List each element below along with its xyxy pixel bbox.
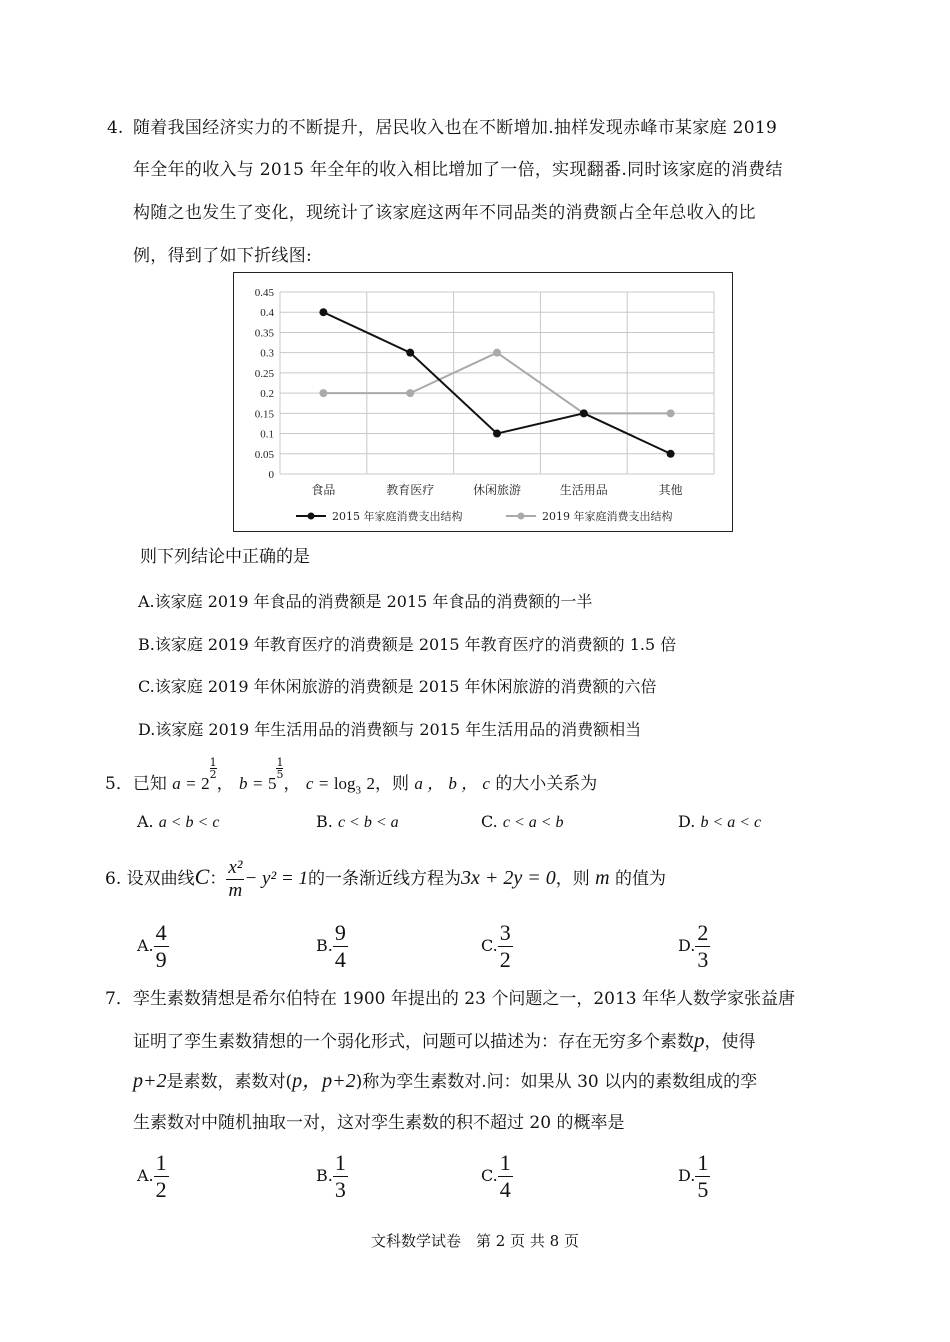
q6-var-m: m: [595, 867, 610, 889]
q4-option-b: B.该家庭 2019 年教育医疗的消费额是 2015 年教育医疗的消费额的 1.5 倍: [138, 635, 677, 654]
q6-option-c-frac: [498, 920, 513, 973]
line-chart: [233, 272, 733, 532]
q5-option-d-label: D.: [678, 812, 696, 831]
q6-text-1: 设双曲线: [126, 869, 195, 889]
series-0-point: [493, 430, 501, 438]
q5-text-then: ，则: [374, 774, 409, 794]
q7-option-d-den: 5: [697, 1177, 709, 1202]
q5-a-exp-num: 1: [209, 756, 217, 769]
x-tick-label: 教育医疗: [386, 483, 435, 497]
x-tick-label: 食品: [311, 483, 336, 497]
q6-frac-den: m: [228, 880, 243, 901]
q4-line-3: 构随之也发生了变化，现统计了该家庭这两年不同品类的消费额占全年总收入的比: [133, 203, 756, 223]
legend-marker-1: [518, 513, 525, 520]
legend-label-0: 2015 年家庭消费支出结构: [332, 510, 463, 523]
q6-option-d-frac: [695, 920, 710, 973]
q7-option-a-num: 1: [155, 1150, 167, 1175]
q7-option-d: [678, 1150, 710, 1203]
q5-a-exponent: [210, 757, 217, 780]
q7-option-b-label: B.: [316, 1166, 333, 1185]
q5-option-c-label: C.: [481, 812, 498, 831]
q7-option-b-frac: [333, 1150, 348, 1203]
q6-option-c-den: 2: [499, 947, 511, 972]
q6-option-b-label: B.: [316, 936, 333, 955]
q5-stem: [105, 756, 598, 802]
q5-option-b: [316, 812, 399, 832]
q6-option-b-num: 9: [334, 920, 346, 945]
q5-b-exp-num: 1: [276, 756, 284, 769]
q7-option-c-den: 4: [499, 1177, 511, 1202]
q7-option-d-label: D.: [678, 1166, 696, 1185]
q7-line-2: [133, 1028, 756, 1054]
q6-option-b: [316, 920, 348, 973]
q6-option-d-num: 2: [697, 920, 709, 945]
q5-var-b: b: [239, 774, 248, 793]
series-1-point: [667, 409, 675, 417]
y-tick-label: 0.35: [254, 327, 274, 340]
q7-option-a-label: A.: [137, 1166, 154, 1185]
q7-option-d-num: 1: [697, 1150, 709, 1175]
q6-option-c: [481, 920, 513, 973]
q5-sep-2: ，: [283, 774, 301, 794]
q5-a-base: 2: [201, 774, 210, 793]
q7-option-c-frac: [498, 1150, 513, 1203]
q5-option-a: [137, 812, 219, 832]
y-tick-label: 0.45: [254, 287, 274, 299]
q7-line-1: [105, 987, 795, 1011]
y-tick-label: 0.2: [260, 388, 274, 401]
q6-option-c-label: C.: [481, 936, 498, 955]
q6-asymptote: 3x + 2y = 0: [461, 867, 556, 889]
q7-option-a-frac: [154, 1150, 169, 1203]
q7-option-c: [481, 1150, 513, 1203]
q7-option-a-den: 2: [155, 1177, 167, 1202]
q6-curve: C: [194, 864, 210, 889]
q6-option-a-num: 4: [155, 920, 167, 945]
q7-option-b-num: 1: [334, 1150, 346, 1175]
q5-option-d-expr: b < a < c: [700, 814, 762, 831]
y-tick-label: 0.25: [254, 367, 274, 380]
q4-option-c: C.该家庭 2019 年休闲旅游的消费额是 2015 年休闲旅游的消费额的六倍: [138, 677, 657, 696]
q5-option-b-label: B.: [316, 812, 333, 831]
q6-number: 6.: [105, 869, 122, 889]
q5-eq-b: =: [252, 774, 263, 793]
q5-text-known: 已知: [132, 774, 167, 794]
series-0-point: [319, 308, 327, 316]
q6-option-b-den: 4: [334, 947, 346, 972]
series-0-point: [406, 349, 414, 357]
q4-question: 则下列结论中正确的是: [140, 547, 310, 567]
q6-frac-num: x²: [228, 857, 243, 878]
q5-tail-text: 的大小关系为: [495, 774, 598, 794]
q7-p-plus-2: p+2: [133, 1070, 167, 1092]
series-1-point: [493, 349, 501, 357]
q6-option-d-den: 3: [697, 947, 709, 972]
q6-stem: [105, 854, 666, 902]
legend-label-1: 2019 年家庭消费支出结构: [542, 510, 673, 523]
q5-log-arg: 2: [366, 774, 375, 793]
q6-rest-eq: − y² = 1: [244, 868, 308, 889]
q5-sep-1: ，: [216, 774, 234, 794]
q5-b-exp-den: 5: [276, 768, 284, 781]
q6-option-d-label: D.: [678, 936, 696, 955]
q7-option-b-den: 3: [334, 1177, 346, 1202]
q6-option-b-frac: [333, 920, 348, 973]
q6-option-d: [678, 920, 710, 973]
q4-number: 4.: [107, 118, 124, 138]
q7-var-p: p: [694, 1028, 705, 1052]
q5-number: 5．: [105, 774, 133, 794]
q4-line-1: 随着我国经济实力的不断提升，居民收入也在不断增加.抽样发现赤峰市某家庭 2019: [133, 118, 778, 138]
q7-option-d-frac: [695, 1150, 710, 1203]
q5-option-d: [678, 812, 761, 832]
x-tick-label: 其他: [658, 483, 683, 497]
q4-line-2: 年全年的收入与 2015 年全年的收入相比增加了一倍，实现翻番.同时该家庭的消费结: [133, 160, 783, 180]
page-footer: 文科数学试卷 第 2 页 共 8 页: [371, 1232, 579, 1250]
q5-option-c-expr: c < a < b: [502, 814, 564, 831]
q7-line-4: 生素数对中随机抽取一对，这对孪生素数的积不超过 20 的概率是: [133, 1113, 625, 1133]
q5-a-exp-den: 2: [209, 768, 217, 781]
q5-var-a: a: [172, 774, 181, 793]
q5-option-b-expr: c < b < a: [337, 814, 399, 831]
q4-option-d: D.该家庭 2019 年生活用品的消费额与 2015 年生活用品的消费额相当: [138, 720, 642, 739]
q5-eq-c: =: [318, 774, 329, 793]
q7-option-c-num: 1: [499, 1150, 511, 1175]
y-tick-label: 0: [268, 469, 274, 481]
q6-option-a: [137, 920, 169, 973]
q5-b-base: 5: [267, 774, 277, 793]
q7-line-3-text: 是素数，素数对(: [166, 1072, 293, 1092]
q6-option-c-num: 3: [499, 920, 511, 945]
q5-b-exponent: [276, 757, 283, 780]
q5-log-base: 3: [355, 784, 362, 797]
q6-colon: ：: [209, 869, 227, 889]
series-1-point: [406, 389, 414, 397]
y-tick-label: 0.3: [260, 347, 274, 360]
series-1-point: [319, 389, 327, 397]
q7-line-3: [133, 1069, 757, 1094]
q6-text-2: 的一条渐近线方程为: [308, 869, 461, 889]
q6-text-3: ，则: [555, 869, 590, 889]
series-0-point: [580, 409, 588, 417]
q7-pair: p，p+2: [292, 1070, 356, 1092]
y-tick-label: 0.05: [254, 448, 274, 461]
q5-option-a-expr: a < b < c: [158, 814, 220, 831]
q7-line-3-tail: )称为孪生素数对.问：如果从 30 以内的素数组成的孪: [355, 1072, 758, 1092]
y-tick-label: 0.1: [260, 428, 274, 441]
q5-eq-a: =: [186, 774, 196, 793]
line-chart-svg: [234, 273, 732, 531]
q5-log: log: [333, 774, 356, 793]
x-tick-label: 休闲旅游: [472, 483, 522, 497]
q6-option-a-den: 9: [155, 947, 167, 972]
q5-option-a-label: A.: [137, 812, 154, 831]
legend-marker-0: [308, 513, 315, 520]
x-tick-label: 生活用品: [559, 483, 608, 497]
y-tick-label: 0.4: [260, 307, 274, 320]
q4-option-a: A.该家庭 2019 年食品的消费额是 2015 年食品的消费额的一半: [138, 592, 593, 611]
q5-option-c: [481, 812, 564, 832]
q7-option-c-label: C.: [481, 1166, 498, 1185]
q6-option-a-frac: [154, 920, 169, 973]
q6-option-a-label: A.: [137, 936, 154, 955]
y-tick-label: 0.15: [254, 408, 274, 421]
q7-line-2-tail: ，使得: [704, 1032, 756, 1052]
q7-option-b: [316, 1150, 348, 1203]
q4-line-4: 例，得到了如下折线图:: [133, 246, 313, 266]
q6-fraction: [226, 857, 244, 902]
series-line-1: [323, 353, 670, 414]
q7-line-2-text: 证明了孪生素数猜想的一个弱化形式，问题可以描述为：存在无穷多个素数: [133, 1032, 694, 1052]
q7-number: 7．: [105, 989, 133, 1009]
q5-tail-vars: a ， b ， c: [414, 774, 490, 793]
q7-option-a: [137, 1150, 169, 1203]
q6-text-4: 的值为: [615, 869, 667, 889]
q5-var-c: c: [305, 774, 314, 793]
series-0-point: [667, 450, 675, 458]
q7-line-1-text: 孪生素数猜想是希尔伯特在 1900 年提出的 23 个问题之一，2013 年华人数学家张益唐: [132, 989, 796, 1009]
